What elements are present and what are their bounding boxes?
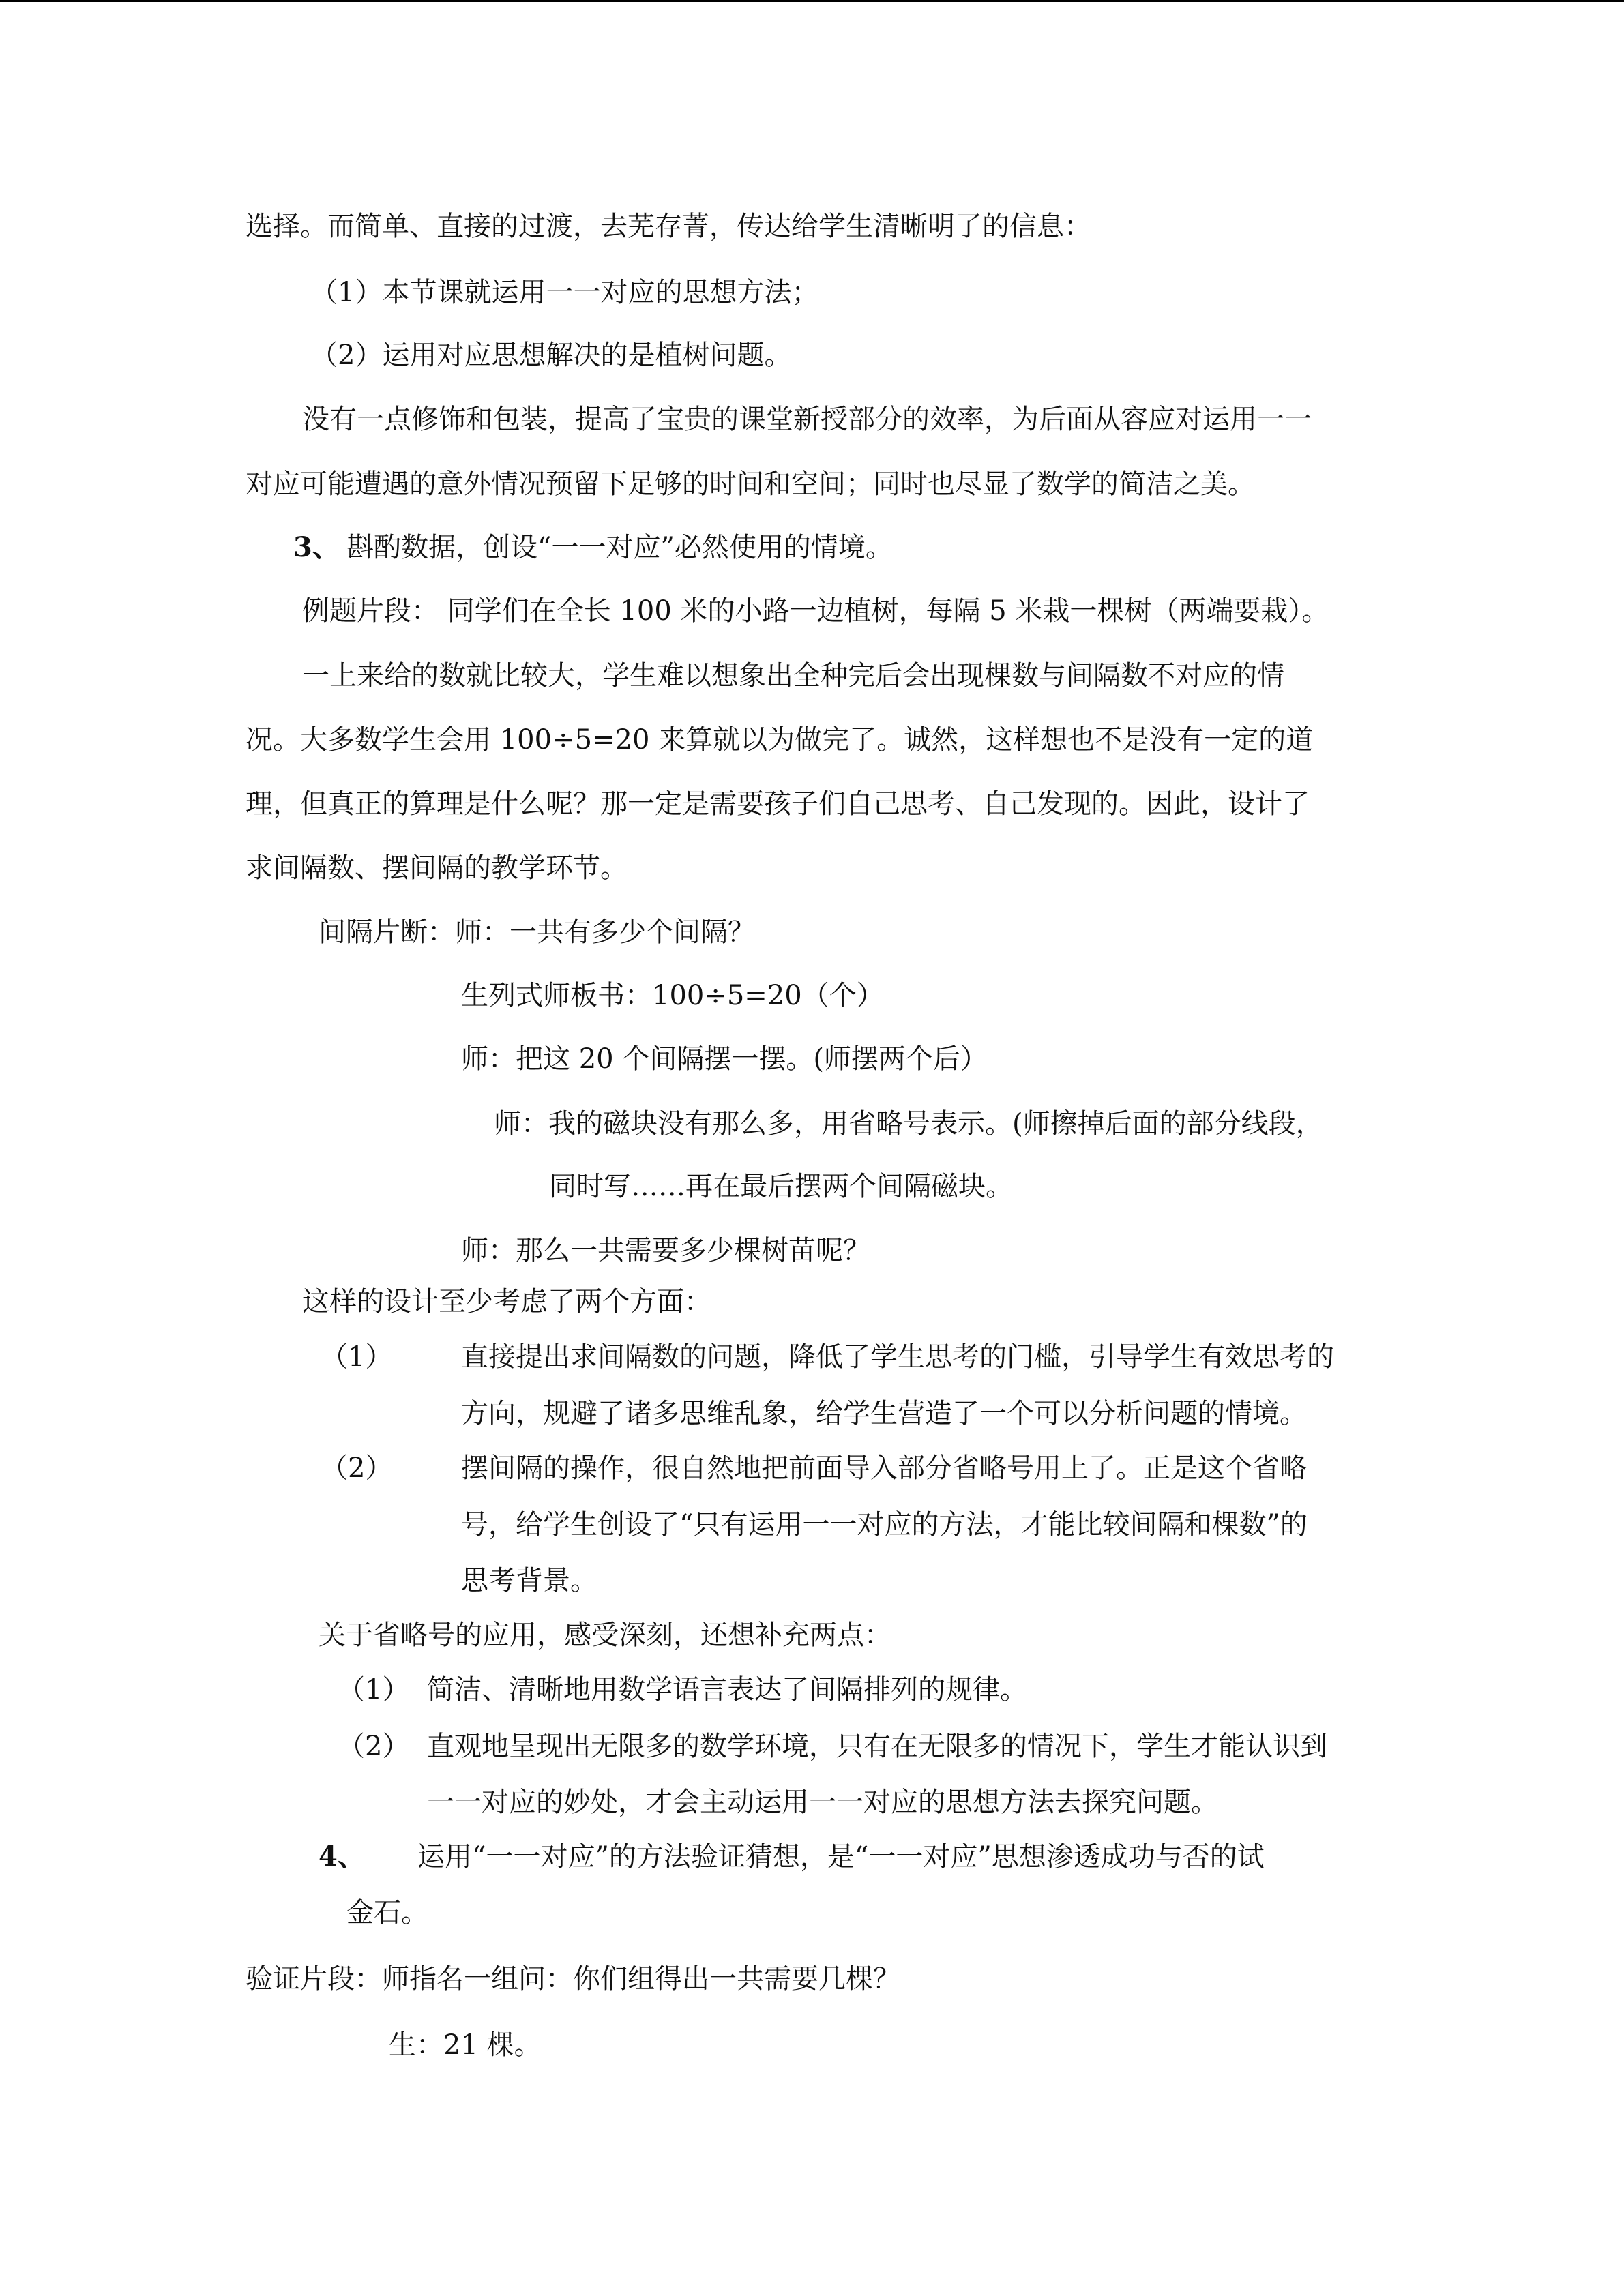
- paragraph-line: 验证片段：师指名一组问：你们组得出一共需要几棵？: [246, 1963, 900, 1995]
- dialogue-line: 生：21 棵。: [389, 2029, 542, 2061]
- list-item: （1）本节课就运用一一对应的思想方法；: [310, 277, 819, 308]
- list-item: （2）运用对应思想解决的是植树问题。: [310, 340, 792, 371]
- list-item: 一一对应的妙处，才会主动运用一一对应的思想方法去探究问题。: [427, 1787, 1218, 1818]
- list-item: 直观地呈现出无限多的数学环境，只有在无限多的情况下，学生才能认识到: [427, 1731, 1327, 1762]
- dialogue-line: 师：我的磁块没有那么多，用省略号表示。(师擦掉后面的部分线段，: [494, 1108, 1323, 1139]
- dialogue-line: 师：把这 20 个间隔摆一摆。(师摆两个后）: [461, 1043, 988, 1075]
- section-number: 3、: [293, 531, 340, 563]
- dialogue-line: 间隔片断：师：一共有多少个间隔？: [319, 916, 755, 948]
- section-number: 4、: [319, 1840, 365, 1873]
- section-heading: 运用“一一对应”的方法验证猜想，是“一一对应”思想渗透成功与否的试: [417, 1841, 1265, 1873]
- paragraph-line: 一上来给的数就比较大，学生难以想象出全种完后会出现棵数与间隔数不对应的情: [302, 660, 1284, 691]
- paragraph-line: 选择。而简单、直接的过渡，去芜存菁，传达给学生清晰明了的信息：: [246, 211, 1091, 242]
- list-item: 直接提出求间隔数的问题，降低了学生思考的门槛，引导学生有效思考的: [461, 1341, 1334, 1373]
- dialogue-line: 师：那么一共需要多少棵树苗呢？: [461, 1235, 870, 1266]
- list-item: 号，给学生创设了“只有运用一一对应的方法，才能比较间隔和棵数”的: [461, 1509, 1308, 1540]
- list-number: （1）: [338, 1674, 410, 1705]
- list-item: 方向，规避了诸多思维乱象，给学生营造了一个可以分析问题的情境。: [461, 1398, 1307, 1429]
- paragraph-line: 关于省略号的应用，感受深刻，还想补充两点：: [319, 1620, 891, 1651]
- paragraph-line: 理，但真正的算理是什么呢？那一定是需要孩子们自己思考、自己发现的。因此，设计了: [246, 788, 1310, 820]
- paragraph-line: 对应可能遭遇的意外情况预留下足够的时间和空间；同时也尽显了数学的简洁之美。: [246, 468, 1255, 500]
- page-top-border: [0, 0, 1624, 2]
- list-item: 简洁、清晰地用数学语言表达了间隔排列的规律。: [427, 1674, 1027, 1705]
- section-heading: 斟酌数据，创设“一一对应”必然使用的情境。: [346, 532, 893, 563]
- paragraph-line: 这样的设计至少考虑了两个方面：: [302, 1286, 711, 1317]
- list-number: （1）: [321, 1341, 393, 1373]
- paragraph-line: 求间隔数、摆间隔的教学环节。: [246, 852, 628, 884]
- example-line: 例题片段： 同学们在全长 100 米的小路一边植树，每隔 5 米栽一棵树（两端要栽）。: [302, 595, 1329, 627]
- paragraph-line: 没有一点修饰和包装，提高了宝贵的课堂新授部分的效率，为后面从容应对运用一一: [302, 404, 1312, 435]
- list-number: （2）: [338, 1731, 410, 1762]
- list-number: （2）: [321, 1452, 393, 1484]
- list-item: 摆间隔的操作，很自然地把前面导入部分省略号用上了。正是这个省略: [461, 1452, 1307, 1484]
- section-heading: 金石。: [346, 1897, 428, 1928]
- list-item: 思考背景。: [461, 1565, 597, 1596]
- paragraph-line: 况。大多数学生会用 100÷5=20 来算就以为做完了。诚然，这样想也不是没有一定的道: [246, 724, 1314, 756]
- dialogue-line: 同时写……再在最后摆两个间隔磁块。: [549, 1171, 1013, 1202]
- dialogue-line: 生列式师板书：100÷5=20（个）: [461, 980, 884, 1011]
